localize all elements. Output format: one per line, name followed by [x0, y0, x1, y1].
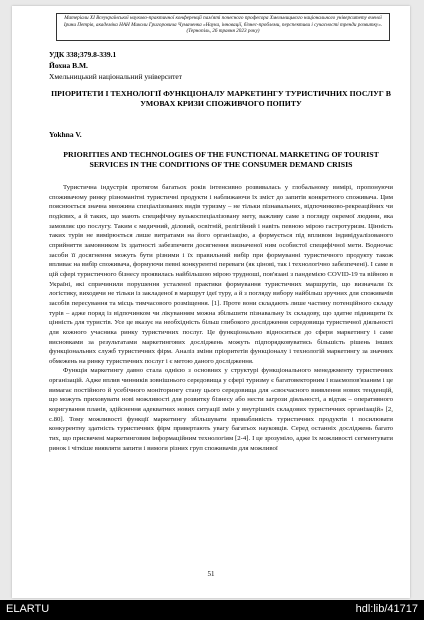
handle-id: hdl:lib/41717: [355, 603, 418, 615]
body-paragraph: Туристична індустрія протягом багатьох років інтенсивно розвивалась у глобальному вимірі, пропонуючи споживачому ринку різноманітні туристичні продукти і наближаючи їх зміст до запитів конкретного споживача. Цим пояснюється значна множина спеціалізованих видів туризму – не тільки пізнавальних, відпочинково-рекреаційних чи подієвих, а й таких, що мають специфічну вузькоспеціалізовану мету, важливу саме з погляду окремої людини, яка замовляє цю послугу. Таким є медичний, діловий, освітній, релігійний і навіть певною мірою гастротуризм. Цінність таких турів не вимірюється лише витратами на його організацію, а формується під впливом індивідуалізованого сприйняття замовником їх здатності забезпечити досягнення визначеної ним особистої специфічної мети. Водночас засоби її досягнення можуть бути різними і їх правильний вибір при формуванні туристичного продукту також впливає на вибір споживача, формуючи певні конкурентні переваги (як цінові, так і технологічно забезпечені). І саме в цій сфері туристичного бізнесу проявилась найбільшою мірою трудноші, пов'язані з пандемією COVID-19 та війною в Україні, які спричинили порушення усталеної практики формування туристичних маршрутів, що визначали їх логістику, виходячи не тільки із закладеної в маршрут ідеї туру, а й з погляду вибору найбільш зручних для споживачів засобів пересування та місць тимчасового розміщення. [1]. Проте вони складають лише частину потенційного складу турів – адже поряд із відпочинком чи лікуванням можна збільшити пізнавальну їх складову, що здатне підвищити їх цінність для туристів. Усе це вказує на необхідність більш глибокого дослідження середовища туристичної діяльності для кожного учасника ринку туристичних послуг. Це функціонально відноситься до сфери маркетингу і саме висновками за результатами маркетингових досліджень можуть підпорядковуватись більшість рішень інших функціональних служб туристичних фірм. Аналіз зміни пріоритетів функціоналу і технологій маркетингу за значних обмежень на ринку туристичних послуг і є метою даного дослідження.: [49, 184, 393, 365]
body-text: [49, 183, 393, 453]
page-number: 51: [207, 570, 215, 578]
document-page: [12, 6, 410, 598]
paper-title-en: PRIORITIES AND TECHNOLOGIES OF THE FUNCTIONAL MARKETING OF TOURIST SERVICES IN THE CONDITIONS OF THE CONSUMER DEMAND CRISIS: [63, 150, 379, 169]
repository-name: ELARTU: [6, 603, 50, 615]
author-name-ua: Йохна В.М.: [49, 61, 88, 70]
conference-header: Матеріали XI Всеукраїнської науково-практичної конференції пам'яті почесного професора Хмельницького національного університету вченої Ірини Петрів, академіка НАН Миколи Григоровича Чумаченка «Наука, інновації, бізнес-проблеми, перспективи і сучасності тренди розвитку». (Тернопіль, 26 травня 2023 року): [56, 13, 390, 41]
author-affiliation: Хмельницький національний університет: [49, 72, 182, 81]
paper-title-ua: ПРІОРИТЕТИ І ТЕХНОЛОГІЇ ФУНКЦІОНАЛУ МАРКЕТИНГУ ТУРИСТИЧНИХ ПОСЛУГ В УМОВАХ КРИЗИ СПОЖИВЧОГО ПОПИТУ: [51, 89, 391, 108]
author-name-en: Yokhna V.: [49, 130, 82, 139]
body-paragraph: Функція маркетингу давно стала однією з основних у структурі функціонального менеджменту туристичних організацій. Адже вплив чинників зовнішнього середовища у сфері туризму є багатовекторним і взаємопов'язаним і це вимагає постійного й усебічного моніторингу стану цього середовища для «своєчасного виявлення нових тенденцій, що можуть приховувати нові можливості для розвитку бізнесу або нести загрози діяльності, а відтак – оперативного коригування планів, здійснення адекватних нових ситуації змін у внутрішніх складових туристичних організацій» [2, с.80]. Тому можливості функції маркетингу збільшувати привабливість туристичних продуктів і посилювати конкурентну здатність туристичних фірм привертають увагу багатьох науковців. Серед останніх досліджень багато тих, що присвячені маркетинговим інформаційним технологіям [2-4]. І це зрозуміло, адже їх можливості сегментувати ринок і чіткіше виявляти запити і вимоги різних груп споживачів для можливої: [49, 367, 393, 452]
udk-code: УДК 338;379.8-339.1: [49, 50, 117, 59]
repository-footer: [0, 600, 424, 620]
